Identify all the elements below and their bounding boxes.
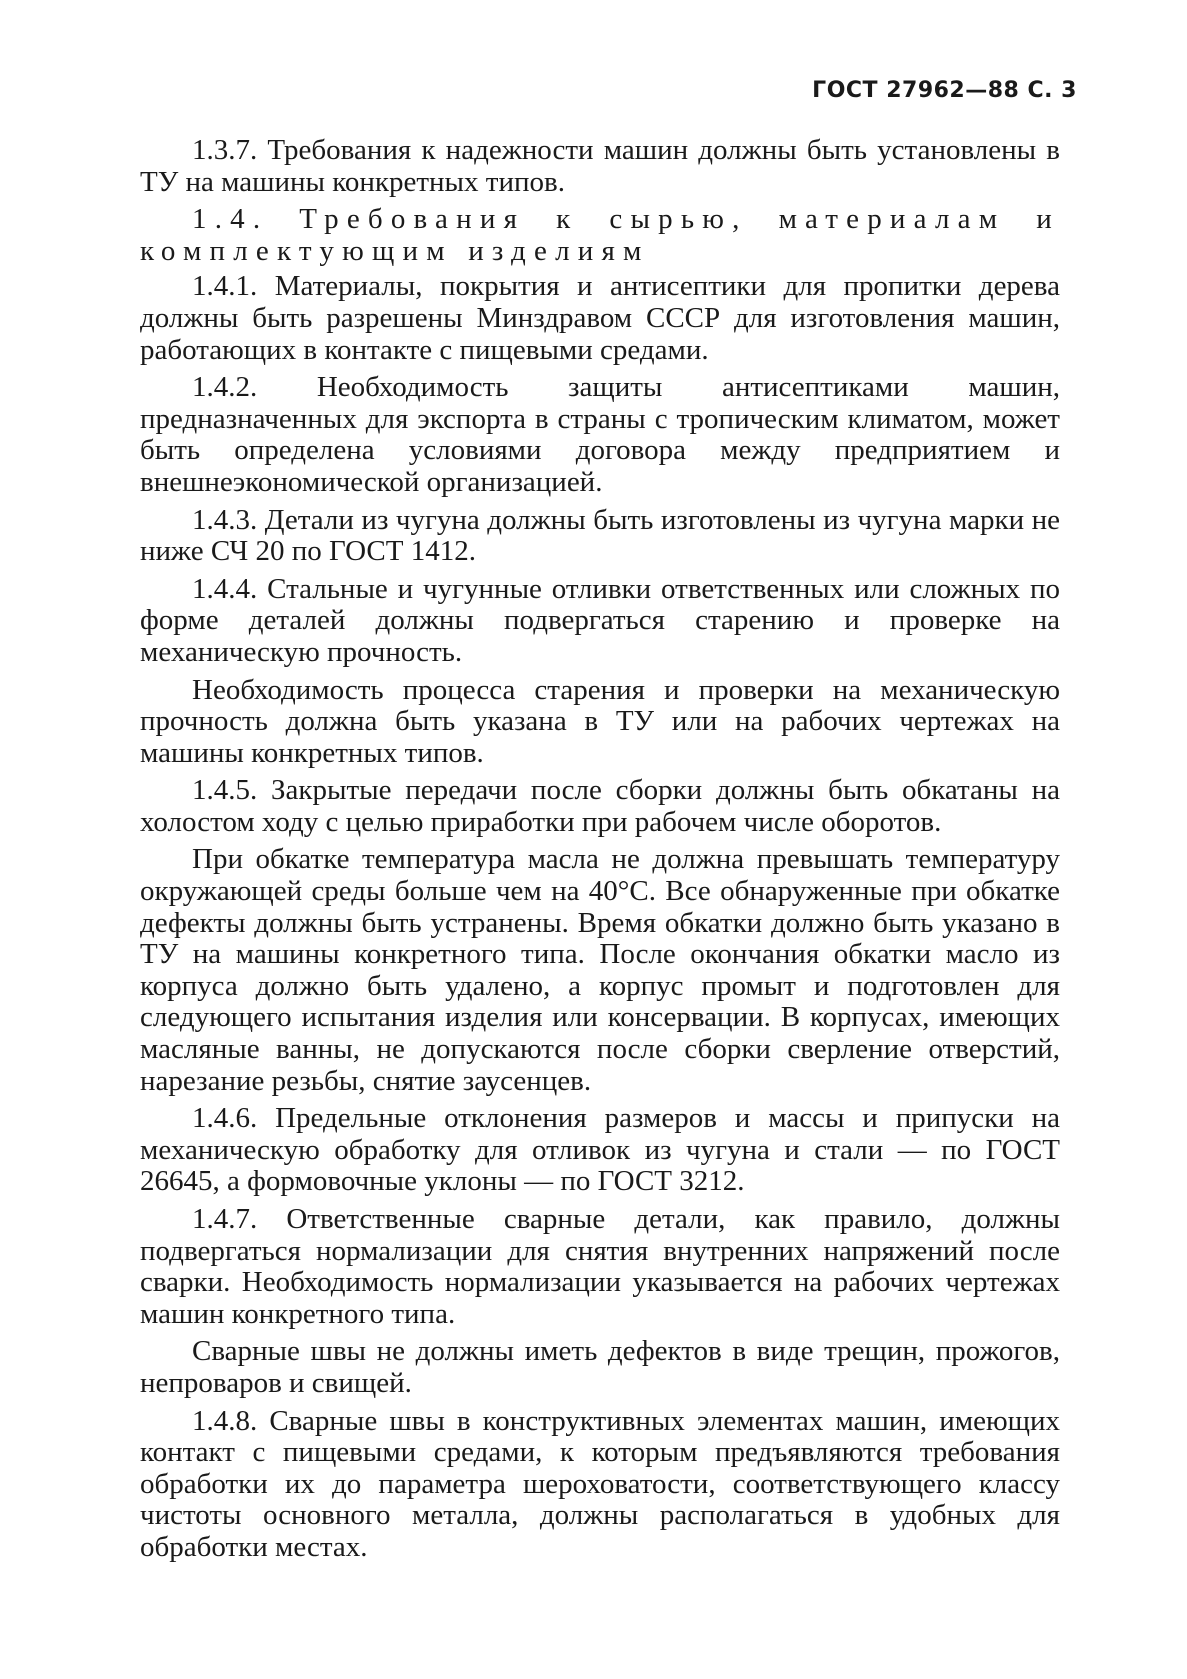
clause-1-4-7: 1.4.7. Ответственные сварные детали, как правило, должны подвергаться нормализации для снятия внутренних напряжений после сварки. Необходимость нормализации указывается на рабочих чертежах машин конкретного типа. bbox=[140, 1203, 1060, 1330]
clause-1-4-2: 1.4.2. Необходимость защиты антисептиками машин, предназначенных для экспорта в страны с тропическим климатом, может быть определена условиями договора между предприятием и внешнеэкономической организацией. bbox=[140, 371, 1060, 498]
clause-1-4-7-note: Сварные швы не должны иметь дефектов в виде трещин, прожогов, непроваров и свищей. bbox=[140, 1335, 1060, 1399]
clause-1-4-4: 1.4.4. Стальные и чугунные отливки ответственных или сложных по форме деталей должны подвергаться старению и проверке на механическую прочность. bbox=[140, 572, 1060, 668]
clause-1-4-5: 1.4.5. Закрытые передачи после сборки должны быть обкатаны на холостом ходу с целью приработки при рабочем числе оборотов. bbox=[140, 774, 1060, 838]
clause-1-4-8: 1.4.8. Сварные швы в конструктивных элементах машин, имеющих контакт с пищевыми средами, к которым предъявляются требования обработки их до параметра шероховатости, соответствующего классу чистоты основного металла, должны располагаться в удобных для обработки местах. bbox=[140, 1404, 1060, 1563]
page-header: ГОСТ 27962—88 С. 3 bbox=[812, 78, 1077, 103]
clause-1-4-5-note: При обкатке температура масла не должна превышать температуру окружающей среды больше чем на 40°С. Все обнаруженные при обкатке дефекты должны быть устранены. Время обкатки должно быть указано в ТУ на машины конкретного типа. После окончания обкатки масло из корпуса должно быть удалено, а корпус промыт и подготовлен для следующего испытания изделия или консервации. В корпусах, имеющих масляные ванны, не допускаются после сборки сверление отверстий, нарезание резьбы, снятие заусенцев. bbox=[140, 843, 1060, 1097]
clause-1-4-6: 1.4.6. Предельные отклонения размеров и массы и припуски на механическую обработку для отливок из чугуна и стали — по ГОСТ 26645, а формовочные уклоны — по ГОСТ 3212. bbox=[140, 1102, 1060, 1198]
clause-1-4-3: 1.4.3. Детали из чугуна должны быть изготовлены из чугуна марки не ниже СЧ 20 по ГОСТ 1412. bbox=[140, 503, 1060, 568]
clause-1-3-7: 1.3.7. Требования к надежности машин должны быть установлены в ТУ на машины конкретных типов. bbox=[140, 134, 1060, 198]
section-heading-1-4: 1.4. Требования к сырью, материалам и комплектующим изделиям bbox=[140, 203, 1060, 267]
clause-1-4-1: 1.4.1. Материалы, покрытия и антисептики для пропитки дерева должны быть разрешены Минздравом СССР для изготовления машин, работающих в контакте с пищевыми средами. bbox=[140, 270, 1060, 366]
document-body bbox=[140, 135, 1060, 1570]
clause-1-4-4-note: Необходимость процесса старения и проверки на механическую прочность должна быть указана в ТУ или на рабочих чертежах на машины конкретных типов. bbox=[140, 673, 1060, 769]
